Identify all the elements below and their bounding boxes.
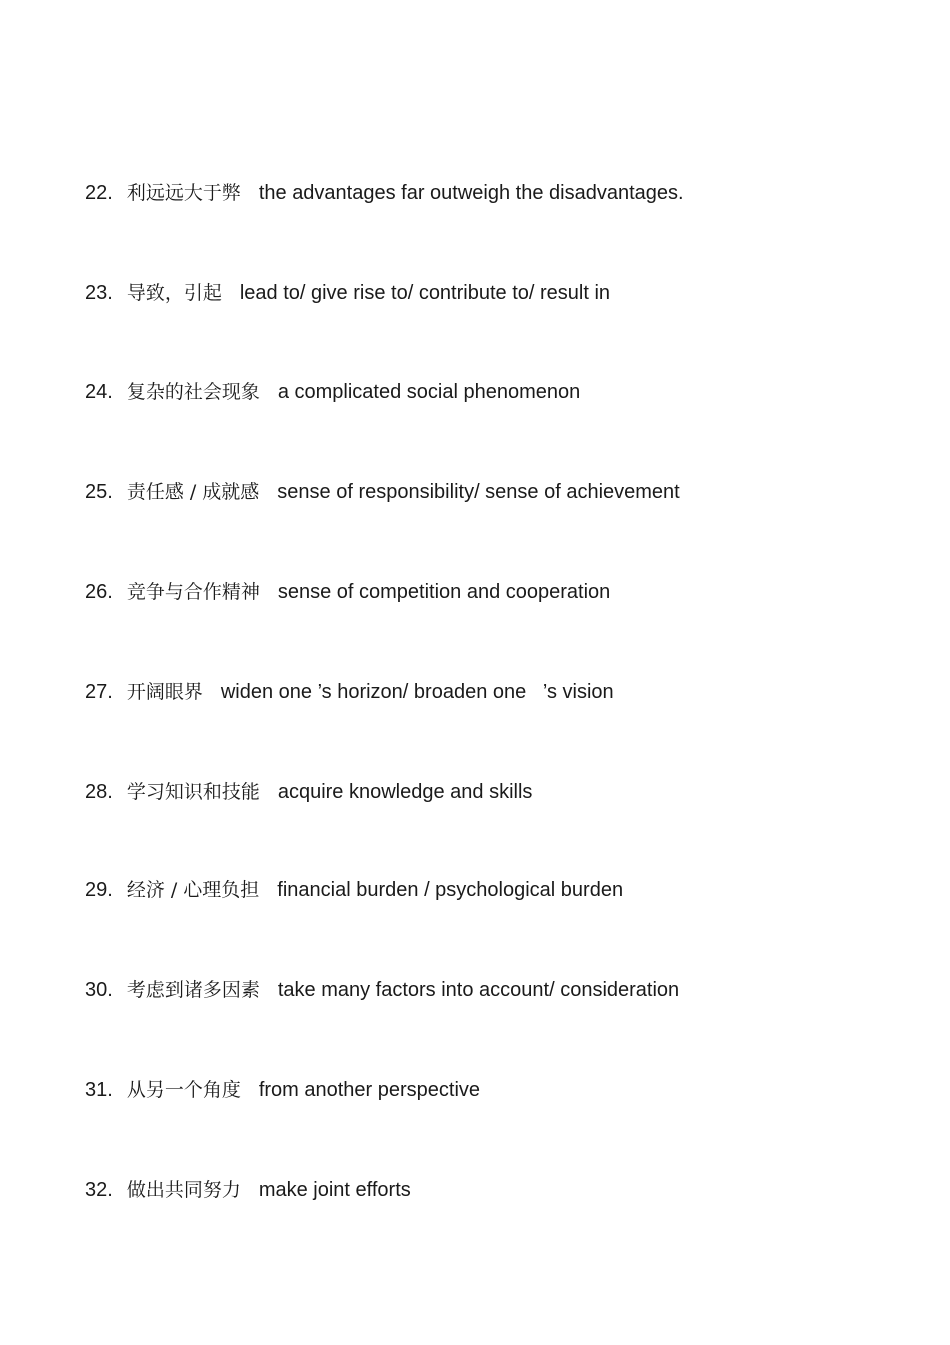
item-number: 32. [85,1179,113,1201]
item-number: 25. [85,481,113,503]
english-phrase: the advantages far outweigh the disadvantages. [258,182,684,204]
list-item [85,877,623,903]
english-phrase: sense of responsibility/ sense of achievement [277,481,680,503]
list-item [85,180,684,206]
list-item [85,579,610,605]
item-number: 24. [85,381,113,403]
item-number: 31. [85,1079,113,1101]
english-phrase: make joint efforts [258,1179,411,1201]
list-item [85,1177,411,1203]
chinese-phrase: 竞争与合作精神 [126,581,260,603]
english-phrase: sense of competition and cooperation [277,581,611,603]
english-phrase: lead to/ give rise to/ contribute to/ result in [239,282,611,304]
list-item [85,479,680,505]
list-item [85,280,610,306]
list-item [85,379,580,405]
chinese-phrase: 考虑到诸多因素 [126,979,260,1001]
item-number: 26. [85,581,113,603]
chinese-phrase: 开阔眼界 [126,681,203,703]
list-item [85,679,614,705]
item-number: 30. [85,979,113,1001]
english-phrase: a complicated social phenomenon [277,381,581,403]
item-number: 22. [85,182,113,204]
chinese-phrase: 经济 / 心理负担 [126,879,260,901]
english-phrase: widen one ’s horizon/ broaden one ’s vision [220,681,614,703]
chinese-phrase: 从另一个角度 [126,1079,241,1101]
chinese-phrase: 导致，引起 [126,282,222,304]
chinese-phrase: 利远远大于弊 [126,182,241,204]
list-item [85,1077,480,1103]
list-item [85,779,532,805]
item-number: 23. [85,282,113,304]
english-phrase: financial burden / psychological burden [277,879,624,901]
item-number: 28. [85,781,113,803]
english-phrase: acquire knowledge and skills [277,781,533,803]
item-number: 27. [85,681,113,703]
english-phrase: from another perspective [258,1079,481,1101]
chinese-phrase: 复杂的社会现象 [126,381,260,403]
chinese-phrase: 做出共同努力 [126,1179,241,1201]
item-number: 29. [85,879,113,901]
chinese-phrase: 责任感 / 成就感 [126,481,260,503]
english-phrase: take many factors into account/ consideration [277,979,680,1001]
list-item [85,977,679,1003]
chinese-phrase: 学习知识和技能 [126,781,260,803]
